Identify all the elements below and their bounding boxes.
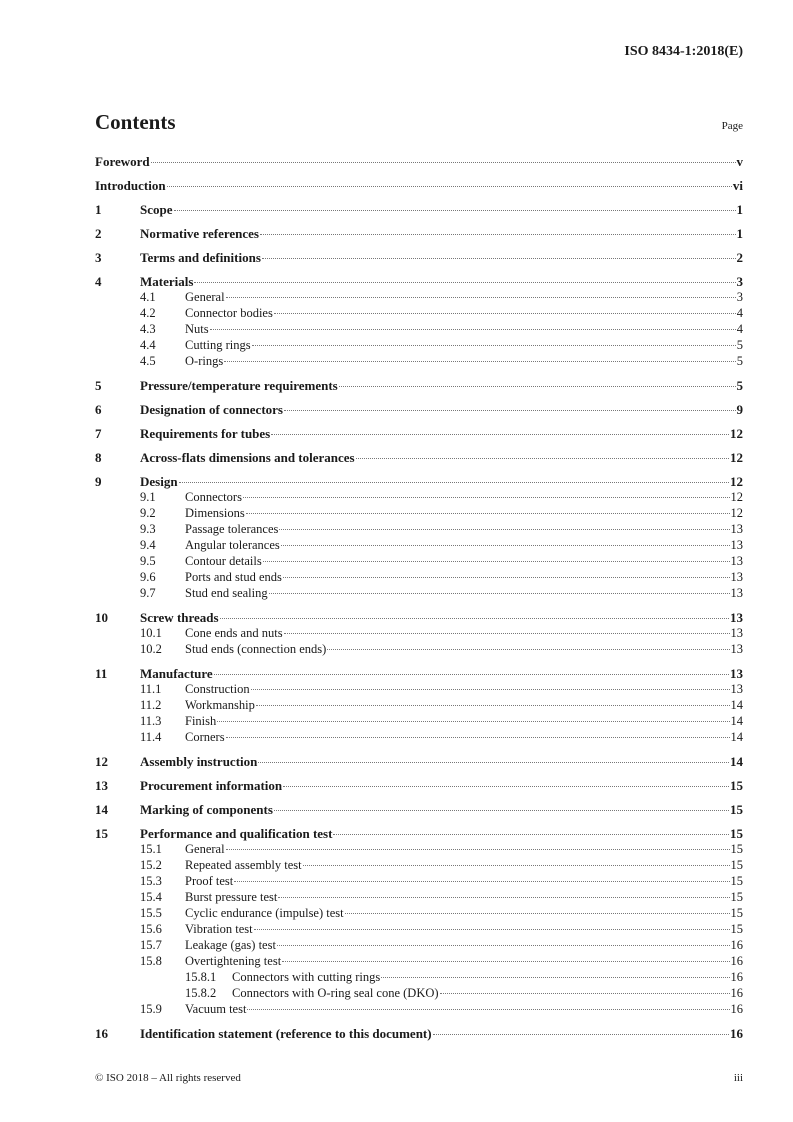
toc-entry[interactable]: [95, 610, 743, 626]
toc-entry[interactable]: [95, 858, 743, 874]
toc-entry-number: 9.1: [140, 490, 156, 504]
toc-entry-number: 4.1: [140, 290, 156, 304]
toc-entry-number: 2: [95, 226, 102, 241]
toc-entry-number: 9.3: [140, 522, 156, 536]
toc-entry-number: 15.8.1: [185, 970, 217, 984]
toc-entry-number: 11.1: [140, 682, 162, 696]
toc-entry-number: 4.5: [140, 354, 156, 368]
toc-entry[interactable]: [95, 250, 743, 266]
toc-entry-title[interactable]: Design: [140, 474, 178, 489]
toc-entry-page[interactable]: 13: [730, 586, 743, 600]
dot-leader: [246, 513, 730, 514]
toc-entry-number: 10.1: [140, 626, 162, 640]
dot-leader: [214, 674, 729, 675]
copyright-notice: © ISO 2018 – All rights reserved: [95, 1072, 241, 1084]
toc-entry-page[interactable]: 4: [736, 322, 743, 336]
toc-entry-title[interactable]: Ports and stud ends: [185, 570, 282, 584]
toc-entry[interactable]: [95, 202, 743, 218]
toc-entry-number: 14: [95, 802, 108, 817]
toc-entry-title[interactable]: Stud end sealing: [185, 586, 268, 600]
toc-entry-page[interactable]: 13: [730, 666, 743, 681]
toc-entry-page[interactable]: 5: [736, 338, 743, 352]
toc-entry-title[interactable]: Designation of connectors: [140, 402, 283, 417]
toc-entry[interactable]: [95, 490, 743, 506]
toc-entry-title[interactable]: Screw threads: [140, 610, 219, 625]
toc-entry-page[interactable]: 13: [730, 642, 743, 656]
toc-entry-number: 11: [95, 666, 108, 681]
dot-leader: [167, 186, 732, 187]
dot-leader: [381, 977, 729, 978]
dot-leader: [263, 561, 730, 562]
dot-leader: [284, 410, 736, 411]
toc-entry-page[interactable]: 15: [730, 842, 743, 856]
toc-entry-number: 15.5: [140, 906, 162, 920]
dot-leader: [234, 881, 729, 882]
toc-entry-page[interactable]: 15: [730, 890, 743, 904]
toc-entry-number: 9.7: [140, 586, 156, 600]
toc-entry-number: 15.8: [140, 954, 162, 968]
toc-entry-page[interactable]: 15: [730, 858, 743, 872]
toc-entry-title[interactable]: Performance and qualification test: [140, 826, 333, 841]
toc-entry-title[interactable]: Connectors with cutting rings: [232, 970, 381, 984]
toc-entry-number: 15: [95, 826, 108, 841]
toc-entry-number: 11.4: [140, 730, 162, 744]
toc-entry-page[interactable]: 16: [730, 1026, 743, 1041]
toc-entry-title[interactable]: Connectors with O-ring seal cone (DKO): [232, 986, 439, 1000]
toc-entry-title[interactable]: Pressure/temperature requirements: [140, 378, 338, 393]
dot-leader: [262, 258, 736, 259]
toc-entry[interactable]: [95, 642, 743, 658]
page-title: Contents: [95, 110, 176, 134]
toc-entry-number: 4.3: [140, 322, 156, 336]
dot-leader: [258, 762, 729, 763]
toc-entry[interactable]: [95, 338, 743, 354]
toc-entry[interactable]: [95, 322, 743, 338]
toc-entry-title[interactable]: General: [185, 290, 225, 304]
toc-entry-page[interactable]: 13: [730, 570, 743, 584]
toc-entry-number: 8: [95, 450, 102, 465]
toc-entry-page[interactable]: 15: [730, 906, 743, 920]
dot-leader: [269, 593, 730, 594]
toc-entry-page[interactable]: 15: [730, 778, 743, 793]
dot-leader: [226, 297, 736, 298]
toc-entry-page[interactable]: 3: [736, 274, 743, 289]
toc-entry-page[interactable]: 1: [736, 226, 743, 241]
toc-entry-title[interactable]: Workmanship: [185, 698, 255, 712]
toc-entry-page[interactable]: 13: [730, 682, 743, 696]
toc-entry-page[interactable]: 12: [730, 506, 743, 520]
dot-leader: [440, 993, 730, 994]
toc-entry[interactable]: [95, 290, 743, 306]
document-identifier: ISO 8434-1:2018(E): [624, 44, 743, 59]
toc-entry-title[interactable]: O-rings: [185, 354, 224, 368]
toc-entry-page[interactable]: 14: [730, 698, 743, 712]
toc-entry[interactable]: [95, 426, 743, 442]
toc-entry-title[interactable]: Cutting rings: [185, 338, 251, 352]
toc-entry[interactable]: [95, 666, 743, 682]
toc-entry-page[interactable]: 12: [730, 426, 743, 441]
toc-entry[interactable]: [95, 154, 743, 170]
toc-entry-number: 1: [95, 202, 102, 217]
dot-leader: [277, 945, 730, 946]
table-of-contents: [95, 154, 743, 1042]
toc-entry-title[interactable]: Nuts: [185, 322, 209, 336]
toc-entry-page[interactable]: 4: [736, 306, 743, 320]
dot-leader: [210, 329, 736, 330]
toc-entry-page[interactable]: 14: [730, 730, 743, 744]
dot-leader: [226, 849, 730, 850]
toc-entry-title[interactable]: Terms and definitions: [140, 250, 261, 265]
page-footer: [95, 1072, 743, 1084]
dot-leader: [217, 721, 729, 722]
dot-leader: [303, 865, 730, 866]
toc-entry-number: 10: [95, 610, 108, 625]
toc-entry[interactable]: [95, 954, 743, 970]
toc-entry[interactable]: [95, 778, 743, 794]
toc-entry-number: 15.8.2: [185, 986, 217, 1000]
toc-entry-title[interactable]: Stud ends (connection ends): [185, 642, 327, 656]
dot-leader: [281, 545, 730, 546]
toc-entry-number: 16: [95, 1026, 108, 1041]
toc-entry-page[interactable]: 16: [730, 986, 743, 1000]
toc-entry[interactable]: [95, 938, 743, 954]
toc-entry-number: 15.9: [140, 1002, 162, 1016]
toc-entry-page[interactable]: 13: [730, 538, 743, 552]
toc-entry-number: 9: [95, 474, 102, 489]
dot-leader: [226, 737, 730, 738]
toc-entry[interactable]: [95, 714, 743, 730]
toc-entry-page[interactable]: 9: [736, 402, 743, 417]
toc-entry-title[interactable]: Corners: [185, 730, 225, 744]
dot-leader: [271, 434, 729, 435]
toc-entry[interactable]: [95, 570, 743, 586]
dot-leader: [274, 810, 729, 811]
toc-entry-page[interactable]: 12: [730, 474, 743, 489]
toc-entry-page[interactable]: 13: [730, 522, 743, 536]
toc-entry[interactable]: [95, 226, 743, 242]
toc-entry-title[interactable]: Normative references: [140, 226, 259, 241]
toc-entry-title[interactable]: Connectors: [185, 490, 242, 504]
toc-entry-title[interactable]: Materials: [140, 274, 194, 289]
dot-leader: [256, 705, 730, 706]
toc-entry-title[interactable]: Cone ends and nuts: [185, 626, 283, 640]
toc-entry-title[interactable]: Dimensions: [185, 506, 245, 520]
toc-entry-title[interactable]: Marking of components: [140, 802, 273, 817]
toc-entry-number: 10.2: [140, 642, 162, 656]
toc-entry[interactable]: [95, 306, 743, 322]
toc-entry-page[interactable]: 3: [736, 290, 743, 304]
dot-leader: [252, 345, 736, 346]
dot-leader: [220, 618, 729, 619]
toc-entry-number: 15.6: [140, 922, 162, 936]
toc-entry[interactable]: [95, 754, 743, 770]
toc-entry-number: 9.6: [140, 570, 156, 584]
toc-entry-page[interactable]: 15: [730, 874, 743, 888]
dot-leader: [345, 913, 730, 914]
toc-entry-number: 11.3: [140, 714, 162, 728]
toc-entry-title[interactable]: Overtightening test: [185, 954, 282, 968]
toc-entry-title[interactable]: Proof test: [185, 874, 234, 888]
toc-entry[interactable]: [95, 874, 743, 890]
dot-leader: [194, 282, 735, 283]
toc-entry[interactable]: [95, 698, 743, 714]
toc-entry-number: 15.3: [140, 874, 162, 888]
toc-entry-number: 15.7: [140, 938, 162, 952]
dot-leader: [327, 649, 729, 650]
toc-entry-number: 9.4: [140, 538, 156, 552]
dot-leader: [279, 529, 729, 530]
toc-entry-title[interactable]: Vibration test: [185, 922, 253, 936]
dot-leader: [174, 210, 736, 211]
dot-leader: [224, 361, 736, 362]
toc-entry-number: 13: [95, 778, 108, 793]
toc-entry[interactable]: [95, 626, 743, 642]
dot-leader: [251, 689, 730, 690]
toc-entry[interactable]: [95, 922, 743, 938]
dot-leader: [274, 313, 736, 314]
toc-entry[interactable]: [95, 522, 743, 538]
toc-entry[interactable]: [95, 1026, 743, 1042]
toc-entry[interactable]: [95, 826, 743, 842]
toc-entry[interactable]: [95, 274, 743, 290]
toc-entry-page[interactable]: 13: [730, 610, 743, 625]
toc-entry[interactable]: [95, 730, 743, 746]
toc-entry[interactable]: [95, 842, 743, 858]
toc-entry-title[interactable]: Scope: [140, 202, 173, 217]
toc-entry-page[interactable]: 16: [730, 970, 743, 984]
toc-entry-page[interactable]: 5: [736, 354, 743, 368]
dot-leader: [333, 834, 729, 835]
dot-leader: [278, 897, 729, 898]
dot-leader: [433, 1034, 729, 1035]
toc-entry-number: 15.2: [140, 858, 162, 872]
toc-entry-title[interactable]: Manufacture: [140, 666, 213, 681]
dot-leader: [339, 386, 736, 387]
toc-entry-page[interactable]: vi: [732, 178, 743, 193]
page-number: iii: [733, 1072, 743, 1084]
toc-entry-title[interactable]: Leakage (gas) test: [185, 938, 276, 952]
toc-entry[interactable]: [95, 450, 743, 466]
dot-leader: [356, 458, 729, 459]
toc-entry-title[interactable]: Contour details: [185, 554, 262, 568]
toc-entry-number: 4: [95, 274, 102, 289]
toc-entry-page[interactable]: 5: [736, 378, 743, 393]
toc-entry-title[interactable]: Procurement information: [140, 778, 283, 793]
toc-entry[interactable]: [95, 1002, 743, 1018]
page-column-label: Page: [721, 120, 743, 132]
toc-entry-number: 5: [95, 378, 102, 393]
toc-entry-page[interactable]: 16: [730, 1002, 743, 1016]
toc-entry-page[interactable]: 2: [736, 250, 743, 265]
toc-entry-title[interactable]: Burst pressure test: [185, 890, 278, 904]
toc-entry-title[interactable]: Across-flats dimensions and tolerances: [140, 450, 355, 465]
toc-entry-page[interactable]: 14: [730, 754, 743, 769]
toc-entry-title[interactable]: Connector bodies: [185, 306, 273, 320]
toc-entry-number: 7: [95, 426, 102, 441]
toc-entry-title[interactable]: Cyclic endurance (impulse) test: [185, 906, 344, 920]
toc-entry-page[interactable]: 15: [730, 802, 743, 817]
toc-entry-number: 15.4: [140, 890, 162, 904]
dot-leader: [283, 577, 730, 578]
toc-entry-number: 4.2: [140, 306, 156, 320]
toc-entry-page[interactable]: 15: [730, 826, 743, 841]
toc-entry[interactable]: [95, 682, 743, 698]
toc-entry[interactable]: [95, 178, 743, 194]
dot-leader: [254, 929, 730, 930]
toc-entry-page[interactable]: 1: [736, 202, 743, 217]
toc-entry-page[interactable]: 16: [730, 938, 743, 952]
toc-entry-title[interactable]: Vacuum test: [185, 1002, 247, 1016]
contents-header: [95, 110, 743, 135]
toc-entry[interactable]: [95, 474, 743, 490]
toc-entry[interactable]: [95, 586, 743, 602]
toc-entry-number: 12: [95, 754, 108, 769]
toc-entry-number: 6: [95, 402, 102, 417]
toc-entry-page[interactable]: 16: [730, 954, 743, 968]
toc-entry-title[interactable]: Foreword: [95, 154, 150, 169]
toc-entry-title[interactable]: General: [185, 842, 225, 856]
toc-entry-title[interactable]: Assembly instruction: [140, 754, 258, 769]
toc-entry-page[interactable]: 15: [730, 922, 743, 936]
toc-entry[interactable]: [95, 986, 743, 1002]
toc-entry-page[interactable]: 12: [730, 450, 743, 465]
toc-entry[interactable]: [95, 402, 743, 418]
dot-leader: [284, 633, 730, 634]
toc-entry[interactable]: [95, 970, 743, 986]
toc-entry-number: 15.1: [140, 842, 162, 856]
toc-entry-page[interactable]: v: [736, 154, 743, 169]
toc-entry-page[interactable]: 13: [730, 554, 743, 568]
dot-leader: [260, 234, 736, 235]
dot-leader: [151, 162, 736, 163]
toc-entry-title[interactable]: Identification statement (reference to this document): [140, 1026, 432, 1041]
dot-leader: [243, 497, 730, 498]
toc-entry-title[interactable]: Finish: [185, 714, 217, 728]
dot-leader: [179, 482, 729, 483]
toc-entry-number: 3: [95, 250, 102, 265]
toc-entry[interactable]: [95, 378, 743, 394]
toc-entry-number: 9.2: [140, 506, 156, 520]
dot-leader: [282, 961, 729, 962]
toc-entry-page[interactable]: 13: [730, 626, 743, 640]
toc-entry-page[interactable]: 14: [730, 714, 743, 728]
dot-leader: [283, 786, 729, 787]
toc-entry[interactable]: [95, 802, 743, 818]
toc-entry-title[interactable]: Requirements for tubes: [140, 426, 271, 441]
dot-leader: [247, 1009, 729, 1010]
toc-entry[interactable]: [95, 354, 743, 370]
toc-entry-title[interactable]: Construction: [185, 682, 250, 696]
toc-entry-title[interactable]: Repeated assembly test: [185, 858, 302, 872]
toc-entry-title[interactable]: Passage tolerances: [185, 522, 279, 536]
toc-entry-page[interactable]: 12: [730, 490, 743, 504]
toc-entry-title[interactable]: Angular tolerances: [185, 538, 280, 552]
toc-entry[interactable]: [95, 506, 743, 522]
toc-entry[interactable]: [95, 890, 743, 906]
toc-entry-number: 11.2: [140, 698, 162, 712]
toc-entry[interactable]: [95, 554, 743, 570]
toc-entry-number: 9.5: [140, 554, 156, 568]
toc-entry-title[interactable]: Introduction: [95, 178, 166, 193]
toc-entry[interactable]: [95, 906, 743, 922]
toc-entry-number: 4.4: [140, 338, 156, 352]
toc-entry[interactable]: [95, 538, 743, 554]
